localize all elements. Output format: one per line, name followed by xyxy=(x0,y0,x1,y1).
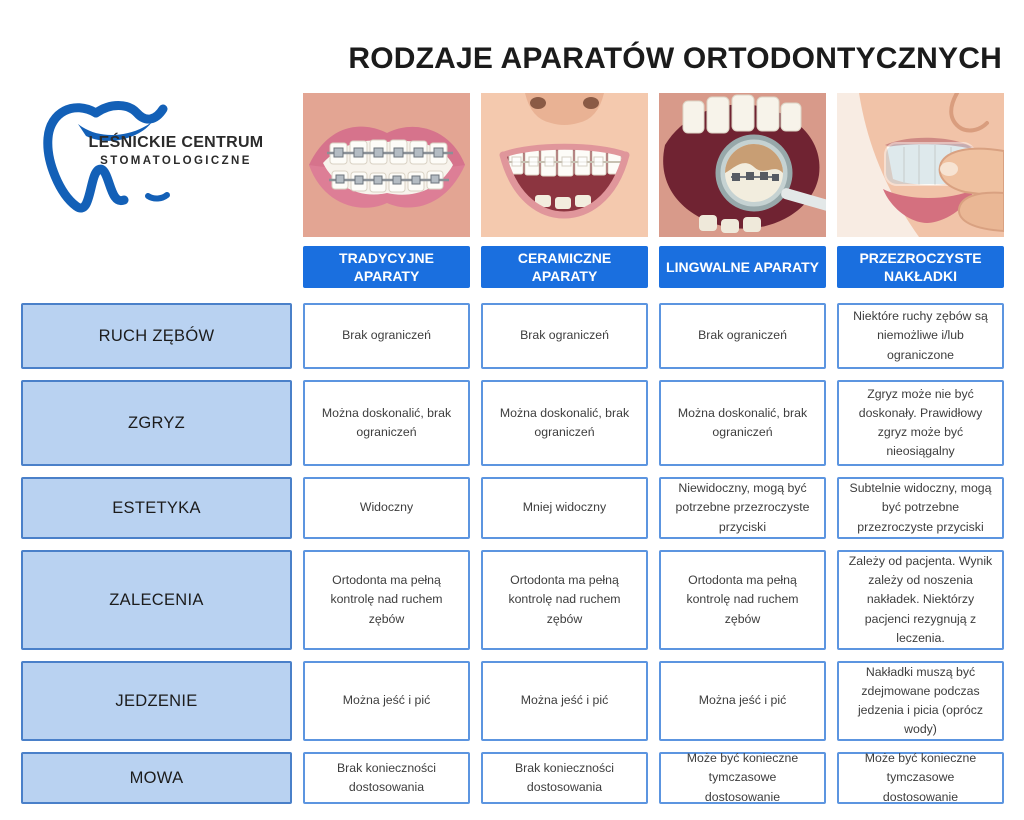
table-row-ruch-zebow xyxy=(21,303,1004,369)
column-header-lingual: LINGWALNE APARATY xyxy=(659,246,826,288)
row-label: ESTETYKA xyxy=(21,477,292,539)
table-cell: Widoczny xyxy=(303,477,470,539)
table-cell: Brak konieczności dostosowania xyxy=(303,752,470,804)
table-cell: Brak ograniczeń xyxy=(659,303,826,369)
table-row-zgryz xyxy=(21,380,1004,466)
clinic-name-line2: STOMATOLOGICZNE xyxy=(100,155,252,167)
row-label: ZALECENIA xyxy=(21,550,292,650)
row-label: JEDZENIE xyxy=(21,661,292,741)
table-cell: Brak konieczności dostosowania xyxy=(481,752,648,804)
table-cell: Niektóre ruchy zębów są niemożliwe i/lub ograniczone xyxy=(837,303,1004,369)
table-cell: Ortodonta ma pełną kontrolę nad ruchem zębów xyxy=(481,550,648,650)
metal-braces-smile-photo xyxy=(303,93,470,237)
column-header-traditional: TRADYCYJNE APARATY xyxy=(303,246,470,288)
table-cell: Brak ograniczeń xyxy=(303,303,470,369)
lingual-braces-mirror-photo xyxy=(659,93,826,237)
table-row-mowa xyxy=(21,752,1004,804)
page-title: RODZAJE APARATÓW ORTODONTYCZNYCH xyxy=(348,42,1002,75)
table-cell: Niewidoczny, mogą być potrzebne przezroczyste przyciski xyxy=(659,477,826,539)
table-cell: Mniej widoczny xyxy=(481,477,648,539)
column-headers xyxy=(303,246,1004,288)
clear-aligner-hand-photo xyxy=(837,93,1004,237)
table-cell: Zależy od pacjenta. Wynik zależy od noszenia nakładek. Niektórzy pacjenci rezygnują z leczenia. xyxy=(837,550,1004,650)
comparison-table xyxy=(21,303,1004,815)
table-cell: Zgryz może nie być doskonały. Prawidłowy zgryz może być nieosiągalny xyxy=(837,380,1004,466)
row-label: RUCH ZĘBÓW xyxy=(21,303,292,369)
clinic-logo xyxy=(36,96,270,216)
table-cell: Ortodonta ma pełną kontrolę nad ruchem zębów xyxy=(659,550,826,650)
table-cell: Subtelnie widoczny, mogą być potrzebne przezroczyste przyciski xyxy=(837,477,1004,539)
table-cell: Można doskonalić, brak ograniczeń xyxy=(659,380,826,466)
row-label: ZGRYZ xyxy=(21,380,292,466)
table-row-zalecenia xyxy=(21,550,1004,650)
table-cell: Może być konieczne tymczasowe dostosowanie xyxy=(837,752,1004,804)
table-cell: Można doskonalić, brak ograniczeń xyxy=(303,380,470,466)
table-cell: Można jeść i pić xyxy=(659,661,826,741)
column-header-aligners: PRZEZROCZYSTE NAKŁADKI xyxy=(837,246,1004,288)
table-row-jedzenie xyxy=(21,661,1004,741)
table-cell: Można doskonalić, brak ograniczeń xyxy=(481,380,648,466)
table-cell: Można jeść i pić xyxy=(303,661,470,741)
table-row-estetyka xyxy=(21,477,1004,539)
clinic-name-line1: LEŚNICKIE CENTRUM xyxy=(88,134,264,151)
ceramic-braces-smile-photo xyxy=(481,93,648,237)
table-cell: Brak ograniczeń xyxy=(481,303,648,369)
table-cell: Można jeść i pić xyxy=(481,661,648,741)
row-label: MOWA xyxy=(21,752,292,804)
table-cell: Może być konieczne tymczasowe dostosowanie xyxy=(659,752,826,804)
column-header-ceramic: CERAMICZNE APARATY xyxy=(481,246,648,288)
table-cell: Nakładki muszą być zdejmowane podczas jedzenia i picia (oprócz wody) xyxy=(837,661,1004,741)
clinic-name xyxy=(82,134,270,167)
table-cell: Ortodonta ma pełną kontrolę nad ruchem zębów xyxy=(303,550,470,650)
photo-strip xyxy=(303,93,1004,237)
